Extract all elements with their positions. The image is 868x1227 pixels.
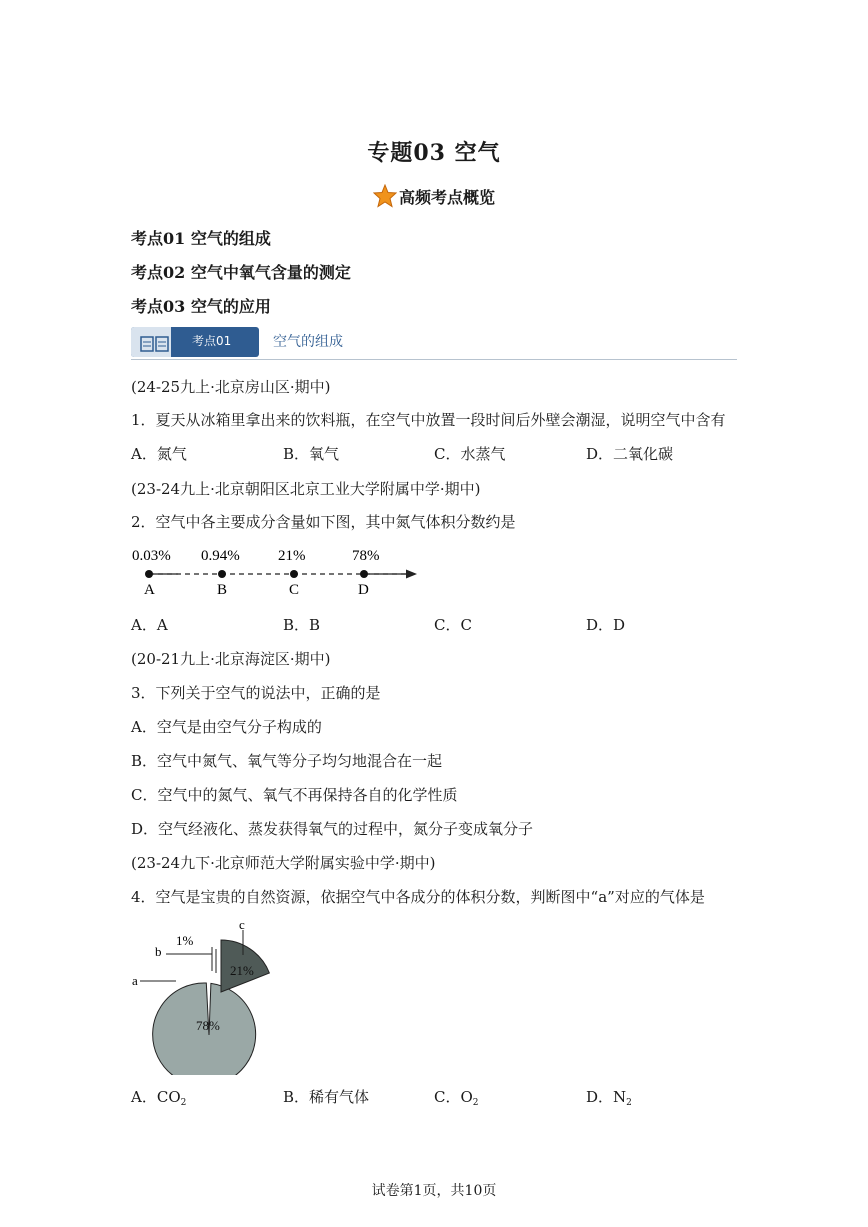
label-slice-b: 1% <box>176 933 194 948</box>
q4-option-b: B．稀有气体 <box>283 1088 370 1106</box>
kaodian-1: 考点01 空气的组成 <box>131 229 271 248</box>
q2-stem: 2．空气中各主要成分含量如下图，其中氮气体积分数约是 <box>131 513 516 531</box>
q2-number-line <box>128 544 428 600</box>
label-c: C <box>289 582 300 598</box>
book-icon <box>140 335 170 353</box>
q1-source: (24-25九上·北京房山区·期中) <box>131 378 331 396</box>
value-a: 0.03% <box>132 548 171 564</box>
q1-option-a: A．氮气 <box>131 445 187 463</box>
q1-option-b: B．氧气 <box>283 445 340 463</box>
q4-option-c: C．$O_2$ <box>434 1088 479 1108</box>
value-b: 0.94% <box>201 548 240 564</box>
page-title: 专题03 空气 <box>367 140 501 166</box>
section-divider <box>131 359 737 360</box>
q3-option-c: C．空气中的氮气、氧气不再保持各自的化学性质 <box>131 786 458 804</box>
point-a <box>145 570 153 578</box>
page-footer: 试卷第1页，共10页 <box>371 1183 497 1199</box>
q3-stem: 3．下列关于空气的说法中，正确的是 <box>131 684 381 702</box>
q3-option-d: D．空气经液化、蒸发获得氧气的过程中，氮分子变成氧分子 <box>131 820 534 838</box>
q2-option-c: C．C <box>434 616 472 634</box>
q4-pie-figure <box>126 915 286 1075</box>
label-slice-a: 78% <box>196 1018 220 1033</box>
q1-option-d: D．二氧化碳 <box>586 445 674 463</box>
label-a: a <box>132 973 138 988</box>
label-b: b <box>155 944 162 959</box>
q4-option-a: A．$CO_2$ <box>131 1088 187 1108</box>
kaodian-2: 考点02 空气中氧气含量的测定 <box>131 263 351 282</box>
banner-label: 考点01 <box>192 334 232 348</box>
q3-option-a: A．空气是由空气分子构成的 <box>131 718 322 736</box>
q3-option-b: B．空气中氮气、氧气等分子均匀地混合在一起 <box>131 752 443 770</box>
label-c: c <box>239 917 245 932</box>
value-d: 78% <box>352 548 380 564</box>
label-d: D <box>358 582 369 598</box>
overview-label: 高频考点概览 <box>398 188 495 207</box>
q4-option-d: D．$N_2$ <box>586 1088 632 1108</box>
point-b <box>218 570 226 578</box>
label-b: B <box>217 582 228 598</box>
q3-source: (20-21九上·北京海淀区·期中) <box>131 650 331 668</box>
q4-source: (23-24九下·北京师范大学附属实验中学·期中) <box>131 854 436 872</box>
banner-title: 空气的组成 <box>273 334 343 350</box>
star-icon <box>373 184 397 208</box>
point-c <box>290 570 298 578</box>
kaodian-3: 考点03 空气的应用 <box>131 297 271 316</box>
q1-stem: 1．夏天从冰箱里拿出来的饮料瓶，在空气中放置一段时间后外壁会潮湿，说明空气中含有 <box>131 411 726 429</box>
q2-source: (23-24九上·北京朝阳区北京工业大学附属中学·期中) <box>131 480 481 498</box>
label-slice-c: 21% <box>230 963 254 978</box>
q4-stem: 4．空气是宝贵的自然资源，依据空气中各成分的体积分数，判断图中“a”对应的气体是 <box>131 888 705 906</box>
overview-heading <box>0 184 868 208</box>
value-c: 21% <box>278 548 306 564</box>
label-a: A <box>144 582 155 598</box>
q2-option-d: D．D <box>586 616 626 634</box>
q1-option-c: C．水蒸气 <box>434 445 506 463</box>
q2-option-a: A．A <box>131 616 168 634</box>
arrow-head <box>406 570 417 579</box>
point-d <box>360 570 368 578</box>
q2-option-b: B．B <box>283 616 321 634</box>
